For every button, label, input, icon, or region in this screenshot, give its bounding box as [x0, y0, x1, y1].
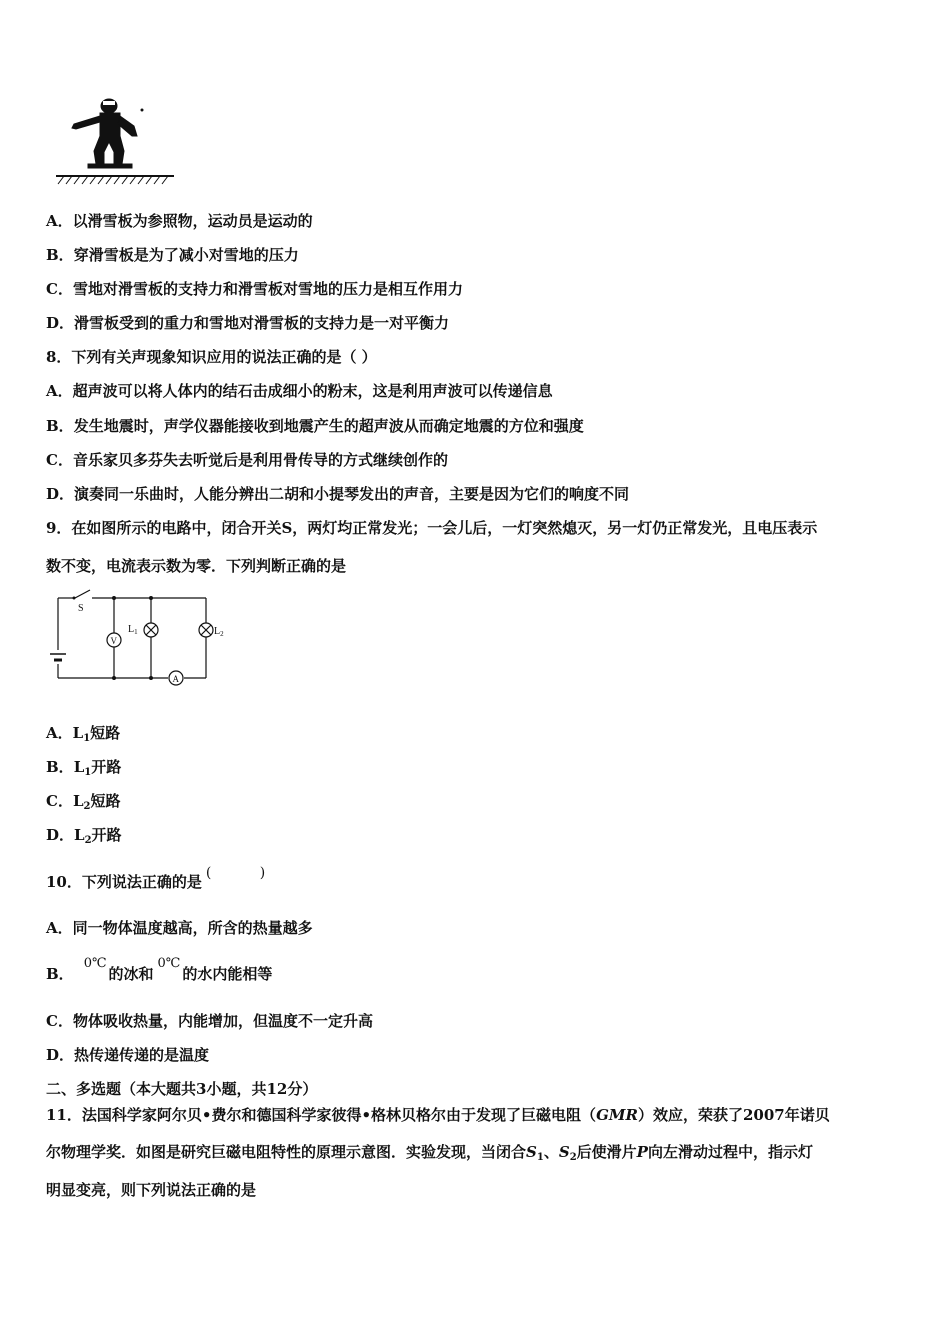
- q7-option-c: C．雪地对滑雪板的支持力和滑雪板对雪地的压力是相互作用力: [46, 280, 463, 298]
- q9-stem-line1: 9．在如图所示的电路中，闭合开关S，两灯均正常发光；一会儿后，一灯突然熄灭，另一灯仍正常发光，且电压表示: [46, 519, 818, 537]
- q9-option-d: D．$L_2$开路: [46, 826, 122, 846]
- q9-stem-line2: 数不变，电流表示数为零．下列判断正确的是: [46, 557, 347, 575]
- q9-option-b: B．$L_1$开路: [46, 758, 122, 778]
- q10-option-a: A．同一物体温度越高，所含的热量越多: [46, 919, 313, 937]
- ammeter-label: A: [172, 674, 179, 684]
- switch-label: S: [78, 603, 84, 614]
- q7-option-a: A．以滑雪板为参照物，运动员是运动的: [46, 212, 313, 230]
- lamp2-label: $L_2$: [214, 626, 224, 638]
- q9-option-a: A．$L_1$短路: [46, 724, 121, 744]
- q8-stem: 8．下列有关声现象知识应用的说法正确的是（ ）: [46, 348, 377, 366]
- q8-option-b: B．发生地震时，声学仪器能接收到地震产生的超声波从而确定地震的方位和强度: [46, 417, 584, 435]
- q7-option-b: B．穿滑雪板是为了减小对雪地的压力: [46, 246, 299, 264]
- q7-option-d: D．滑雪板受到的重力和雪地对滑雪板的支持力是一对平衡力: [46, 314, 450, 332]
- voltmeter-label: V: [110, 636, 117, 646]
- q8-option-c: C．音乐家贝多芬失去听觉后是利用骨传导的方式继续创作的: [46, 451, 448, 469]
- circuit-diagram: [44, 588, 244, 693]
- q8-option-d: D．演奏同一乐曲时，人能分辨出二胡和小提琴发出的声音，主要是因为它们的响度不同: [46, 485, 630, 503]
- q10-option-d: D．热传递传递的是温度: [46, 1046, 210, 1064]
- q11-line3: 明显变亮，则下列说法正确的是: [46, 1181, 257, 1199]
- q10-stem: 10．下列说法正确的是 ( ): [46, 865, 288, 891]
- q11-line1: 11．法国科学家阿尔贝•费尔和德国科学家彼得•格林贝格尔由于发现了巨磁电阻（GMR）效应，荣获了2007年诺贝: [46, 1106, 830, 1124]
- q8-option-a: A．超声波可以将人体内的结石击成细小的粉末，这是利用声波可以传递信息: [46, 382, 553, 400]
- q11-line2: 尔物理学奖．如图是研究巨磁电阻特性的原理示意图．实验发现，当闭合$S_1$、$S_2$后使滑片P向左滑动过程中，指示灯: [46, 1143, 813, 1163]
- q9-option-c: C．$L_2$短路: [46, 792, 121, 812]
- section-title: 二、多选题（本大题共3小题，共12分）: [46, 1080, 318, 1098]
- q10-option-b: B．0℃的冰和0℃的水内能相等: [46, 956, 273, 983]
- q10-option-c: C．物体吸收热量，内能增加，但温度不一定升高: [46, 1012, 373, 1030]
- lamp1-label: $L_1$: [128, 624, 138, 636]
- skier-figure: [52, 96, 182, 186]
